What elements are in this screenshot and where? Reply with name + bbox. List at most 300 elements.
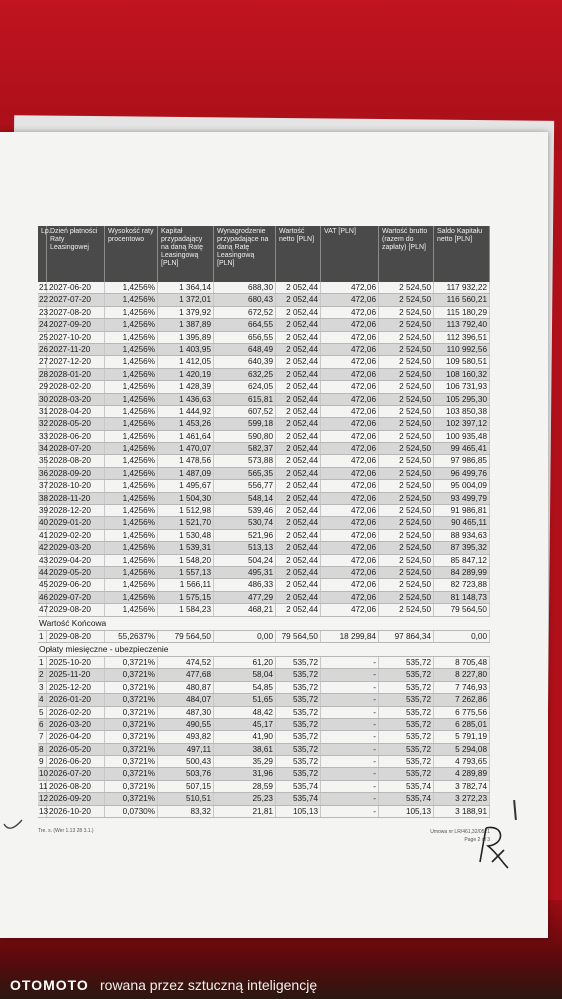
table-cell: 535,72: [276, 731, 321, 742]
table-cell: -: [321, 768, 379, 779]
table-row: [38, 431, 490, 443]
table-cell: 484,07: [158, 694, 214, 705]
table-cell: 109 580,51: [434, 356, 490, 367]
table-cell: 106 731,93: [434, 381, 490, 392]
table-cell: 25,23: [214, 793, 276, 804]
table-cell: 2 524,50: [379, 418, 434, 429]
table-cell: 32: [39, 419, 49, 429]
table-cell: 3: [38, 682, 47, 693]
table-cell: 632,25: [214, 369, 276, 380]
table-cell: 2026-03-20: [47, 719, 105, 730]
table-cell: 472,06: [321, 332, 379, 343]
table-cell: 573,88: [214, 455, 276, 466]
table-header: [38, 226, 490, 282]
table-cell: 1 444,92: [158, 406, 214, 417]
table-cell: 493,82: [158, 731, 214, 742]
table-cell: 2 052,44: [276, 294, 321, 305]
table-cell: -: [321, 682, 379, 693]
table-cell: 535,74: [276, 781, 321, 792]
table-cell: 58,04: [214, 669, 276, 680]
table-row: [38, 394, 490, 406]
table-cell: 1 364,14: [158, 282, 214, 293]
table-cell: 535,72: [276, 719, 321, 730]
table-cell: 2 524,50: [379, 567, 434, 578]
table-cell: 12: [39, 794, 49, 804]
table-cell: 4 793,65: [434, 756, 490, 767]
table-cell: 486,33: [214, 579, 276, 590]
table-cell: 2029-06-20: [47, 579, 105, 590]
table-cell: 0,3721%: [105, 657, 158, 668]
table-cell: 535,72: [379, 657, 434, 668]
table-cell: 38: [39, 493, 49, 503]
table-row: [38, 669, 490, 681]
insurance-body: [38, 657, 490, 818]
table-cell: 504,24: [214, 555, 276, 566]
table-cell: 539,46: [214, 505, 276, 516]
table-cell: 1 395,89: [158, 332, 214, 343]
table-cell: 640,39: [214, 356, 276, 367]
table-cell: 4: [38, 694, 47, 705]
table-cell: 472,06: [321, 505, 379, 516]
table-cell: 2 052,44: [276, 505, 321, 516]
table-cell: 477,29: [214, 592, 276, 603]
signature-mark: [474, 822, 514, 872]
table-cell: 1 453,26: [158, 418, 214, 429]
table-cell: 535,72: [379, 719, 434, 730]
table-cell: 103 850,38: [434, 406, 490, 417]
table-cell: 1,4256%: [105, 480, 158, 491]
table-cell: 472,06: [321, 431, 379, 442]
table-cell: 472,06: [321, 530, 379, 541]
table-cell: 1,4256%: [105, 468, 158, 479]
table-cell: 490,55: [158, 719, 214, 730]
table-cell: 44: [39, 567, 49, 577]
table-cell: 2029-01-20: [47, 517, 105, 528]
table-cell: 535,72: [276, 657, 321, 668]
table-cell: 468,21: [214, 604, 276, 615]
table-cell: 88 934,63: [434, 530, 490, 541]
table-cell: 1,4256%: [105, 307, 158, 318]
table-cell: 2 524,50: [379, 394, 434, 405]
table-cell: 656,55: [214, 332, 276, 343]
table-cell: 2028-11-20: [47, 493, 105, 504]
table-row: [38, 768, 490, 780]
table-cell: 45: [39, 580, 49, 590]
table-cell: 2 052,44: [276, 567, 321, 578]
table-row: [38, 530, 490, 542]
table-cell: 530,74: [214, 517, 276, 528]
table-cell: 1,4256%: [105, 542, 158, 553]
table-cell: 112 396,51: [434, 332, 490, 343]
table-cell: 556,77: [214, 480, 276, 491]
table-cell: 680,43: [214, 294, 276, 305]
table-cell: 474,52: [158, 657, 214, 668]
table-cell: 2 052,44: [276, 431, 321, 442]
table-row: [38, 793, 490, 805]
table-cell: 535,72: [276, 682, 321, 693]
table-cell: 2 524,50: [379, 604, 434, 615]
footer-version: Tre. s. (Wer 1.13 28 3.1.): [38, 828, 94, 834]
table-row: [38, 694, 490, 706]
table-cell: -: [321, 719, 379, 730]
table-cell: 7: [38, 731, 47, 742]
table-cell: 24: [39, 320, 49, 330]
table-cell: 117 932,22: [434, 282, 490, 293]
table-cell: 2 524,50: [379, 356, 434, 367]
table-cell: 97 864,34: [379, 631, 434, 642]
table-row: [38, 806, 490, 818]
table-cell: 535,72: [379, 707, 434, 718]
table-cell: 2 524,50: [379, 505, 434, 516]
table-cell: 105,13: [276, 806, 321, 817]
table-cell: 615,81: [214, 394, 276, 405]
table-cell: 102 397,12: [434, 418, 490, 429]
table-cell: 1,4256%: [105, 344, 158, 355]
table-cell: 45,17: [214, 719, 276, 730]
table-cell: 2 524,50: [379, 406, 434, 417]
table-cell: 472,06: [321, 307, 379, 318]
table-cell: 5 294,08: [434, 744, 490, 755]
table-cell: 1 372,01: [158, 294, 214, 305]
table-cell: 472,06: [321, 282, 379, 293]
table-cell: 115 180,29: [434, 307, 490, 318]
table-cell: 1,4256%: [105, 579, 158, 590]
table-cell: 2 524,50: [379, 307, 434, 318]
table-cell: 47: [39, 605, 49, 615]
table-row: [38, 719, 490, 731]
header-cell: VAT [PLN]: [321, 226, 379, 282]
table-cell: 1,4256%: [105, 431, 158, 442]
table-cell: 535,72: [276, 669, 321, 680]
table-cell: 1,4256%: [105, 530, 158, 541]
table-cell: 1 495,67: [158, 480, 214, 491]
table-cell: 472,06: [321, 517, 379, 528]
table-cell: 2 052,44: [276, 418, 321, 429]
table-row: [38, 319, 490, 331]
table-cell: 85 847,12: [434, 555, 490, 566]
table-cell: 100 935,48: [434, 431, 490, 442]
table-cell: 35,29: [214, 756, 276, 767]
table-cell: 2 524,50: [379, 579, 434, 590]
table-cell: 2027-12-20: [47, 356, 105, 367]
footer-contract-number: Umowa nr LR/461,32/0521: [430, 829, 490, 835]
table-cell: 2028-04-20: [47, 406, 105, 417]
table-cell: 2026-06-20: [47, 756, 105, 767]
table-cell: 0,00: [434, 631, 490, 642]
table-cell: 2 524,50: [379, 294, 434, 305]
table-cell: 1,4256%: [105, 369, 158, 380]
table-cell: 521,96: [214, 530, 276, 541]
table-cell: 31,96: [214, 768, 276, 779]
table-cell: 2028-03-20: [47, 394, 105, 405]
table-cell: 1 420,19: [158, 369, 214, 380]
table-cell: 91 986,81: [434, 505, 490, 516]
table-cell: 21,81: [214, 806, 276, 817]
table-cell: 535,72: [276, 744, 321, 755]
table-cell: 2028-09-20: [47, 468, 105, 479]
table-cell: 1,4256%: [105, 319, 158, 330]
table-cell: 2 524,50: [379, 455, 434, 466]
table-row: [38, 707, 490, 719]
table-cell: 2028-06-20: [47, 431, 105, 442]
table-row: [38, 542, 490, 554]
table-cell: 513,13: [214, 542, 276, 553]
table-cell: 0,3721%: [105, 731, 158, 742]
table-cell: 23: [39, 307, 49, 317]
table-cell: 1 504,30: [158, 493, 214, 504]
table-cell: 2 052,44: [276, 406, 321, 417]
table-cell: 535,72: [379, 744, 434, 755]
table-cell: 2025-10-20: [47, 657, 105, 668]
table-cell: 472,06: [321, 394, 379, 405]
table-cell: 54,85: [214, 682, 276, 693]
table-cell: 2 052,44: [276, 455, 321, 466]
table-row: [38, 781, 490, 793]
table-cell: 6 285,01: [434, 719, 490, 730]
table-cell: 477,68: [158, 669, 214, 680]
table-cell: 28,59: [214, 781, 276, 792]
insurance-section-label: Opłaty miesięczne - ubezpieczenie: [38, 643, 490, 657]
table-cell: -: [321, 793, 379, 804]
table-cell: 2 052,44: [276, 369, 321, 380]
table-row: [38, 493, 490, 505]
table-cell: 1,4256%: [105, 592, 158, 603]
table-cell: 1 403,95: [158, 344, 214, 355]
table-cell: 2026-07-20: [47, 768, 105, 779]
table-cell: 2 052,44: [276, 344, 321, 355]
header-cell: Wartość brutto (razem do zapłaty) [PLN]: [379, 226, 434, 282]
table-cell: 27: [39, 357, 49, 367]
table-cell: 2 052,44: [276, 282, 321, 293]
table-cell: 1,4256%: [105, 604, 158, 615]
table-cell: 2029-08-20: [47, 604, 105, 615]
table-cell: 2029-02-20: [47, 530, 105, 541]
table-cell: 2 524,50: [379, 344, 434, 355]
table-cell: 1 566,11: [158, 579, 214, 590]
table-cell: 472,06: [321, 555, 379, 566]
table-cell: 1,4256%: [105, 394, 158, 405]
table-cell: 1 470,07: [158, 443, 214, 454]
table-cell: 22: [39, 295, 49, 305]
table-cell: 2026-02-20: [47, 707, 105, 718]
table-cell: 2 052,44: [276, 381, 321, 392]
table-cell: 1,4256%: [105, 555, 158, 566]
table-row: [38, 381, 490, 393]
table-row: [38, 344, 490, 356]
table-cell: 95 004,09: [434, 480, 490, 491]
table-cell: 2 524,50: [379, 542, 434, 553]
table-cell: 33: [39, 431, 49, 441]
table-cell: 1 575,15: [158, 592, 214, 603]
table-cell: 1 387,89: [158, 319, 214, 330]
table-cell: 29: [39, 382, 49, 392]
table-cell: 535,72: [379, 768, 434, 779]
table-cell: 500,43: [158, 756, 214, 767]
table-cell: 1 461,64: [158, 431, 214, 442]
table-cell: 61,20: [214, 657, 276, 668]
table-cell: 648,49: [214, 344, 276, 355]
table-cell: 51,65: [214, 694, 276, 705]
table-cell: 2 524,50: [379, 493, 434, 504]
table-cell: -: [321, 756, 379, 767]
table-cell: 1 478,56: [158, 455, 214, 466]
table-cell: 35: [39, 456, 49, 466]
table-cell: 99 465,41: [434, 443, 490, 454]
header-cell: Wynagrodzenie przypadające na daną Ratę Leasingową [PLN]: [214, 226, 276, 282]
table-row: [38, 369, 490, 381]
table-cell: 5: [38, 707, 47, 718]
table-cell: 503,76: [158, 768, 214, 779]
table-cell: 116 560,21: [434, 294, 490, 305]
table-cell: 3 188,91: [434, 806, 490, 817]
header-cell: Lp.: [38, 226, 47, 282]
leasing-schedule-table: [38, 226, 490, 818]
table-row: [38, 480, 490, 492]
table-cell: 1 487,09: [158, 468, 214, 479]
table-cell: 0,3721%: [105, 682, 158, 693]
table-cell: 472,06: [321, 418, 379, 429]
table-cell: 2 052,44: [276, 443, 321, 454]
header-cell: Dzień płatności Raty Leasingowej: [47, 226, 105, 282]
table-cell: -: [321, 781, 379, 792]
table-cell: 2 524,50: [379, 369, 434, 380]
check-mark: [2, 816, 26, 836]
table-cell: 2 524,50: [379, 319, 434, 330]
table-cell: 535,72: [379, 694, 434, 705]
table-cell: 0,3721%: [105, 719, 158, 730]
table-cell: 1 512,98: [158, 505, 214, 516]
table-row: [38, 756, 490, 768]
table-cell: 535,72: [379, 731, 434, 742]
table-cell: 2028-05-20: [47, 418, 105, 429]
table-cell: 565,35: [214, 468, 276, 479]
table-cell: 535,74: [379, 793, 434, 804]
table-cell: 43: [39, 555, 49, 565]
table-row: [38, 418, 490, 430]
table-cell: 1,4256%: [105, 455, 158, 466]
table-cell: 108 160,32: [434, 369, 490, 380]
table-row: [38, 517, 490, 529]
table-cell: 472,06: [321, 344, 379, 355]
table-cell: 2029-08-20: [47, 631, 105, 642]
table-cell: 507,15: [158, 781, 214, 792]
table-cell: 1 584,23: [158, 604, 214, 615]
table-cell: 1,4256%: [105, 567, 158, 578]
table-cell: 0,0730%: [105, 806, 158, 817]
table-cell: 79 564,50: [158, 631, 214, 642]
table-cell: 1,4256%: [105, 443, 158, 454]
table-cell: 41: [39, 530, 49, 540]
table-cell: 1,4256%: [105, 381, 158, 392]
table-cell: 2 524,50: [379, 555, 434, 566]
footer-page-number: Page 2 of 3: [464, 837, 490, 843]
table-cell: 472,06: [321, 455, 379, 466]
table-row: [38, 567, 490, 579]
table-cell: 2029-03-20: [47, 542, 105, 553]
table-cell: 46: [39, 592, 49, 602]
table-cell: 13: [39, 806, 49, 816]
table-cell: 480,87: [158, 682, 214, 693]
table-cell: 2 524,50: [379, 468, 434, 479]
table-cell: 1 557,13: [158, 567, 214, 578]
final-value-section-label: Wartość Końcowa: [38, 617, 490, 631]
table-row: [38, 294, 490, 306]
table-cell: 1,4256%: [105, 418, 158, 429]
table-row: [38, 443, 490, 455]
table-cell: 2 052,44: [276, 542, 321, 553]
table-cell: 93 499,79: [434, 493, 490, 504]
table-cell: 1,4256%: [105, 282, 158, 293]
table-cell: 472,06: [321, 493, 379, 504]
table-cell: 5 791,19: [434, 731, 490, 742]
table-cell: 2 524,50: [379, 443, 434, 454]
table-cell: 55,2637%: [105, 631, 158, 642]
table-cell: 6: [38, 719, 47, 730]
table-cell: 2 052,44: [276, 480, 321, 491]
table-row: [38, 579, 490, 591]
table-cell: 2027-07-20: [47, 294, 105, 305]
table-row: [38, 631, 490, 643]
table-cell: 2027-08-20: [47, 307, 105, 318]
table-cell: 582,37: [214, 443, 276, 454]
table-cell: 26: [39, 344, 49, 354]
table-cell: 487,30: [158, 707, 214, 718]
table-cell: 83,32: [158, 806, 214, 817]
table-cell: 1,4256%: [105, 517, 158, 528]
table-cell: 472,06: [321, 468, 379, 479]
header-cell: Kapitał przypadający na daną Ratę Leasingową [PLN]: [158, 226, 214, 282]
table-cell: 0,3721%: [105, 781, 158, 792]
table-row: [38, 604, 490, 616]
table-row: [38, 657, 490, 669]
table-cell: 1 379,92: [158, 307, 214, 318]
table-cell: 535,72: [276, 768, 321, 779]
table-cell: 2 052,44: [276, 356, 321, 367]
table-cell: -: [321, 731, 379, 742]
table-cell: 535,72: [276, 756, 321, 767]
table-cell: -: [321, 707, 379, 718]
table-row: [38, 406, 490, 418]
table-cell: 2 524,50: [379, 282, 434, 293]
table-cell: 0,3721%: [105, 744, 158, 755]
table-row: [38, 731, 490, 743]
table-cell: 1 521,70: [158, 517, 214, 528]
table-cell: 48,42: [214, 707, 276, 718]
table-cell: 2 052,44: [276, 332, 321, 343]
table-row: [38, 505, 490, 517]
table-cell: 624,05: [214, 381, 276, 392]
table-cell: 7 262,86: [434, 694, 490, 705]
table-cell: 472,06: [321, 579, 379, 590]
table-cell: 0,00: [214, 631, 276, 642]
table-cell: 2025-12-20: [47, 682, 105, 693]
table-cell: 105,13: [379, 806, 434, 817]
table-cell: 472,06: [321, 443, 379, 454]
table-cell: 8 705,48: [434, 657, 490, 668]
table-cell: 472,06: [321, 294, 379, 305]
otomoto-logo: OTOMOTO: [10, 977, 89, 993]
table-cell: 2 524,50: [379, 517, 434, 528]
table-cell: 2 052,44: [276, 468, 321, 479]
table-cell: 2026-04-20: [47, 731, 105, 742]
table-cell: 2028-01-20: [47, 369, 105, 380]
table-cell: 96 499,76: [434, 468, 490, 479]
table-cell: 2028-10-20: [47, 480, 105, 491]
table-cell: 1 436,63: [158, 394, 214, 405]
table-cell: 472,06: [321, 567, 379, 578]
final-value-body: [38, 631, 490, 643]
table-cell: -: [321, 694, 379, 705]
